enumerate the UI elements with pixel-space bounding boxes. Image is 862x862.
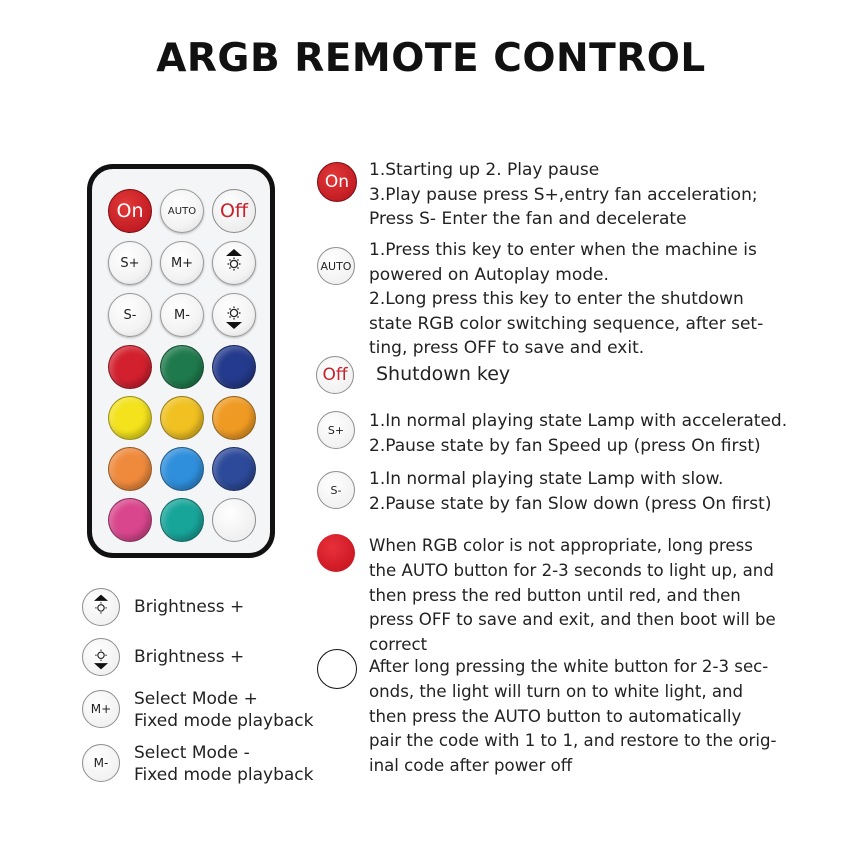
mode-up-label [134,688,313,732]
auto-icon: AUTO [317,247,355,285]
label-line: Select Mode - [134,743,250,763]
page-title: ARGB REMOTE CONTROL [156,36,706,81]
remote-brightness-up-button[interactable] [212,241,256,285]
remote-speed-down-button[interactable]: S- [108,293,152,337]
description-line: state RGB color switching sequence, after set- [369,313,764,334]
speed-up-icon: S+ [317,411,355,449]
description-line: 1.Starting up 2. Play pause [369,160,600,180]
remote-auto-button[interactable]: AUTO [160,189,204,233]
description-line: 2.Pause state by fan Slow down (press On first) [369,493,772,514]
description-line: 1.In normal playing state Lamp with accelerated. [369,411,788,431]
remote-speed-up-button[interactable]: S+ [108,241,152,285]
white-button-description [369,655,777,779]
remote-off-button[interactable]: Off [212,189,256,233]
auto-description [369,238,763,361]
description-line: 2.Pause state by fan Speed up (press On first) [369,435,761,456]
white-circle-icon [317,649,357,689]
brightness-up-icon [86,592,116,622]
remote-mode-down-button[interactable]: M- [160,293,204,337]
mode-up-legend-icon: M+ [82,690,120,728]
mode-down-label [134,742,313,786]
on-icon: On [317,162,357,202]
speed-down-description [369,467,771,516]
brightness-down-label: Brightness + [134,647,245,667]
description-line: 2.Long press this key to enter the shutdown [369,289,744,309]
color-button[interactable] [212,498,256,542]
brightness-down-legend-icon [82,638,120,676]
color-button[interactable] [212,447,256,491]
off-description [376,362,510,387]
color-button[interactable] [160,396,204,440]
red-button-description [369,534,776,658]
off-icon: Off [316,356,354,394]
speed-up-description [369,409,787,458]
color-button[interactable] [108,447,152,491]
description-line: then press the red button until red, and then [369,585,741,605]
brightness-up-icon [217,246,251,280]
speed-down-icon: S- [317,471,355,509]
description-line: correct [369,635,428,655]
color-button[interactable] [108,498,152,542]
label-line: Fixed mode playback [134,765,314,785]
description-line: 1.Press this key to enter when the machine is [369,240,757,260]
description-line: 3.Play pause press S+,entry fan acceleration; [369,184,758,205]
description-line: onds, the light will turn on to white light, and [369,681,744,701]
remote-mode-up-button[interactable]: M+ [160,241,204,285]
description-line: When RGB color is not appropriate, long press [369,536,753,555]
mode-down-legend-icon: M- [82,744,120,782]
color-button[interactable] [212,396,256,440]
description-line: inal code after power off [369,756,573,776]
description-line: the AUTO button for 2-3 seconds to light up, and [369,560,774,580]
description-line: After long pressing the white button for 2-3 sec- [369,657,769,676]
brightness-down-icon [217,298,251,332]
description-line: 1.In normal playing state Lamp with slow. [369,469,724,489]
description-line: Shutdown key [376,363,511,385]
remote-brightness-down-button[interactable] [212,293,256,337]
description-line: powered on Autoplay mode. [369,264,609,285]
description-line: Press S- Enter the fan and decelerate [369,209,687,229]
brightness-up-label: Brightness + [134,597,245,617]
red-circle-icon [317,534,355,572]
description-line: ting, press OFF to save and exit. [369,338,645,358]
description-line: pair the code with 1 to 1, and restore to the orig- [369,731,777,751]
remote-on-button[interactable]: On [108,189,152,233]
color-button[interactable] [160,447,204,491]
remote-control [87,164,275,558]
color-button[interactable] [160,498,204,542]
description-line: press OFF to save and exit, and then boot will be [369,610,776,630]
color-button[interactable] [108,396,152,440]
color-button[interactable] [160,345,204,389]
color-button[interactable] [212,345,256,389]
brightness-down-icon [86,642,116,672]
brightness-up-legend-icon [82,588,120,626]
label-line: Fixed mode playback [134,711,314,731]
color-button[interactable] [108,345,152,389]
description-line: then press the AUTO button to automatically [369,706,742,726]
on-description [369,158,758,232]
label-line: Select Mode + [134,689,258,709]
